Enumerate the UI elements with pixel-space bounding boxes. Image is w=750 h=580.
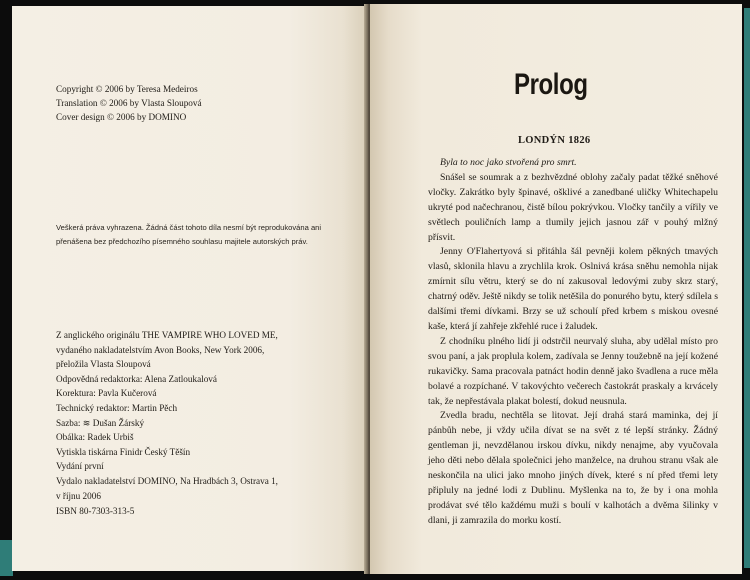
cover-design-line: Cover design © 2006 by DOMINO [56,112,187,122]
isbn: ISBN 80-7303-313-5 [56,506,135,516]
rights-line: přenášena bez předchozího písemného souhlasu majitele autorských práv. [56,237,308,246]
paragraph: Zvedla bradu, nechtěla se litovat. Její drahá stará maminka, dej jí pánbůh nebe, ji vždy učila dívat se na svět z té lepší stránky. Žádný gentleman ji, nevzdělanou irskou dívku, nikdy nenajme, aby vyučovala jeho děti nebo dělala společnici jeho manželce, na druhou stranu však ale neskončila na ulici jako mnoho jiných dívek, které s ní před třemi lety připluly na jedné lodi z Dublinu. Myšlenka na to, že by i ona mohla prodávat své tělo každému muži s boulí v kalhotách a dvěma šilinky v dlani, ji zamrazila do morku kostí. [428,410,718,526]
copyright-line: Copyright © 2006 by Teresa Medeiros [56,84,198,94]
paragraph: Snášel se soumrak a z bezhvězdné oblohy začaly padat těžké sněhové vločky. Zakrátko byly špinavé, ošklivé a zanedbané uličky Whitechapelu ukryté pod načechranou, čistě bílou pokrývkou. Vločky tančily a vířily ve světlech pouličních lamp a tlumily jejich jasnou zář v pouhý mlžný přísvit. [428,171,718,243]
chapter-place-date: LONDÝN 1826 [518,135,591,146]
credit-line: v říjnu 2006 [56,490,101,501]
chapter-body [428,156,718,529]
epigraph: Byla to noc jako stvořená pro smrt. [440,157,577,168]
paragraph: Jenny O'Flahertyová si přitáhla šál pevněji kolem pěkných tmavých vlasů, sklonila hlavu a zrychlila krok. Oslnivá krása sněhu nemohla nijak zmírnit sílu větru, který se do ní zakusoval ledovými zuby skrz starý, chatrný oděv. Ještě nikdy se tolik netěšila do ponurého bytu, který sdílela s dalšími třemi dívkami. Brzy se už schoulí před krbem s miskou ovesné kaše, která jí zahřeje zkřehlé ruce i žaludek. [428,246,718,332]
paragraph: Z chodníku plného lidí ji odstrčil neurvalý sluha, aby udělal místo pro svou paní, a jak proplula kolem, zadívala se Jenny toužebně na její kožené rukavičky. Sama pracovala patnáct hodin denně jako švadlena a ruce měla bolavé a rozpíchané. V takovýchto večerech častokrát praskaly a krvácely tak, že nepřestávala plakat bolestí, dokud neusnula. [428,335,718,407]
credit-line: Korektura: Pavla Kučerová [56,388,157,399]
credit-line: Vytiskla tiskárna Finidr Český Těšín [56,446,191,457]
credit-line: Vydalo nakladatelství DOMINO, Na Hradbách 3, Ostrava 1, [56,475,278,486]
credit-line: Z anglického originálu THE VAMPIRE WHO LOVED ME, [56,330,278,340]
credit-line: Odpovědná redaktorka: Alena Zatloukalová [56,373,217,384]
credit-line: Sazba: ≋ Dušan Žárský [56,417,145,428]
chapter-title: Prolog [514,68,588,101]
credit-line: vydaného nakladatelstvím Avon Books, New York 2006, [56,344,265,355]
copyright-block [56,82,346,124]
rights-notice [56,221,348,249]
credit-line: Obálka: Radek Urbiš [56,432,134,443]
rights-line: Veškerá práva vyhrazena. Žádná část tohoto díla nesmí být reprodukována ani [56,223,322,232]
right-page [370,4,742,574]
credit-line: Technický redaktor: Martin Pěch [56,402,178,413]
translation-line: Translation © 2006 by Vlasta Sloupová [56,98,202,108]
left-page [12,6,368,571]
credit-line: přeložila Vlasta Sloupová [56,359,151,370]
credit-line: Vydání první [56,461,104,472]
cover-edge-right [744,8,750,568]
credits-block [56,328,356,503]
